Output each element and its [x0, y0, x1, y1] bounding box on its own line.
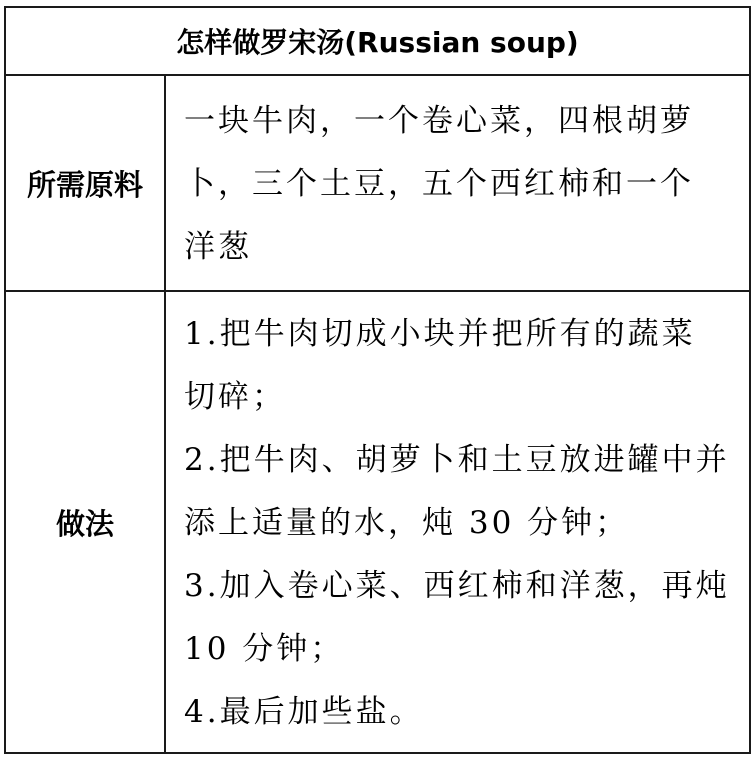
- ingredients-line: 一块牛肉，一个卷心菜，四根胡萝: [184, 102, 694, 139]
- ingredients-line: 卜，三个土豆，五个西红柿和一个: [184, 165, 694, 202]
- method-line: 3.加入卷心菜、西红柿和洋葱，再炖: [184, 567, 730, 604]
- title-row: [5, 7, 750, 75]
- method-line: 10 分钟；: [184, 630, 345, 667]
- ingredients-content: [165, 75, 750, 291]
- method-label: 做法: [5, 291, 165, 753]
- method-line: 添上适量的水，炖 30 分钟；: [184, 504, 630, 541]
- ingredients-label: 所需原料: [5, 75, 165, 291]
- method-line: 4.最后加些盐。: [184, 693, 424, 730]
- recipe-table: [4, 6, 751, 754]
- method-line: 2.把牛肉、胡萝卜和土豆放进罐中并: [184, 441, 730, 478]
- method-row: [5, 291, 750, 753]
- method-content: [165, 291, 750, 753]
- method-line: 切碎；: [184, 378, 286, 415]
- ingredients-line: 洋葱: [184, 228, 252, 265]
- recipe-title: 怎样做罗宋汤(Russian soup): [5, 7, 750, 75]
- method-line: 1.把牛肉切成小块并把所有的蔬菜: [184, 315, 696, 352]
- ingredients-row: [5, 75, 750, 291]
